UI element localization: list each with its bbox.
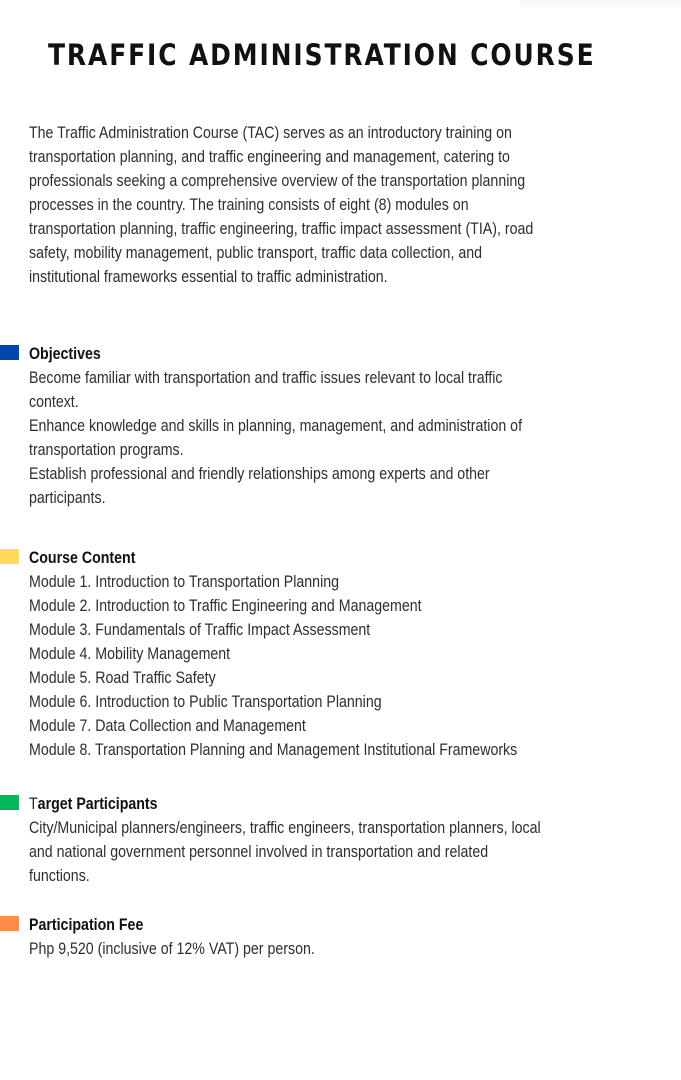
target-participants-section bbox=[29, 792, 681, 888]
top-shadow bbox=[520, 0, 681, 10]
module-item: Module 2. Introduction to Traffic Engineering and Management bbox=[29, 597, 422, 615]
module-item: Module 4. Mobility Management bbox=[29, 645, 231, 663]
intro-paragraph bbox=[29, 121, 681, 289]
target-participants-text bbox=[29, 816, 665, 888]
objective-line: Establish professional and friendly relationships among experts and other bbox=[29, 465, 490, 483]
heading-rest: arget Participants bbox=[37, 795, 158, 813]
intro-line: safety, mobility management, public transport, traffic data collection, and bbox=[29, 244, 483, 262]
participation-fee-heading: Participation Fee bbox=[29, 916, 144, 934]
module-item: Module 5. Road Traffic Safety bbox=[29, 669, 216, 687]
objective-line: context. bbox=[29, 393, 79, 411]
module-list bbox=[29, 570, 665, 762]
objectives-marker bbox=[0, 345, 19, 360]
module-item: Module 3. Fundamentals of Traffic Impact Assessment bbox=[29, 621, 371, 639]
module-item: Module 8. Transportation Planning and Management Institutional Frameworks bbox=[29, 741, 518, 759]
course-content-heading: Course Content bbox=[29, 549, 136, 567]
participants-line: functions. bbox=[29, 867, 90, 885]
intro-line: institutional frameworks essential to traffic administration. bbox=[29, 268, 388, 286]
module-item: Module 6. Introduction to Public Transportation Planning bbox=[29, 693, 382, 711]
target-participants-heading bbox=[29, 792, 665, 816]
intro-line: The Traffic Administration Course (TAC) serves as an introductory training on bbox=[29, 124, 512, 142]
page-title: TRAFFIC ADMINISTRATION COURSE bbox=[48, 38, 596, 72]
intro-line: transportation planning, and traffic engineering and management, catering to bbox=[29, 148, 510, 166]
objective-line: Enhance knowledge and skills in planning, management, and administration of bbox=[29, 417, 523, 435]
course-content-section bbox=[29, 546, 681, 762]
target-participants-marker bbox=[0, 795, 19, 810]
intro-line: transportation planning, traffic engineering, traffic impact assessment (TIA), road bbox=[29, 220, 534, 238]
participation-fee-section bbox=[29, 913, 681, 961]
objectives-heading: Objectives bbox=[29, 345, 101, 363]
objectives-list bbox=[29, 366, 665, 510]
objective-line: transportation programs. bbox=[29, 441, 184, 459]
objective-line: Become familiar with transportation and traffic issues relevant to local traffic bbox=[29, 369, 503, 387]
module-item: Module 1. Introduction to Transportation Planning bbox=[29, 573, 340, 591]
objectives-section bbox=[29, 342, 681, 510]
module-item: Module 7. Data Collection and Management bbox=[29, 717, 306, 735]
participation-fee-text bbox=[29, 937, 665, 961]
intro-line: professionals seeking a comprehensive overview of the transportation planning bbox=[29, 172, 526, 190]
participants-line: City/Municipal planners/engineers, traffic engineers, transportation planners, local bbox=[29, 819, 541, 837]
fee-line: Php 9,520 (inclusive of 12% VAT) per person. bbox=[29, 940, 315, 958]
participants-line: and national government personnel involved in transportation and related bbox=[29, 843, 489, 861]
course-content-marker bbox=[0, 549, 19, 564]
heading-initial: T bbox=[29, 795, 38, 813]
intro-line: processes in the country. The training consists of eight (8) modules on bbox=[29, 196, 469, 214]
objective-line: participants. bbox=[29, 489, 106, 507]
participation-fee-marker bbox=[0, 916, 19, 931]
